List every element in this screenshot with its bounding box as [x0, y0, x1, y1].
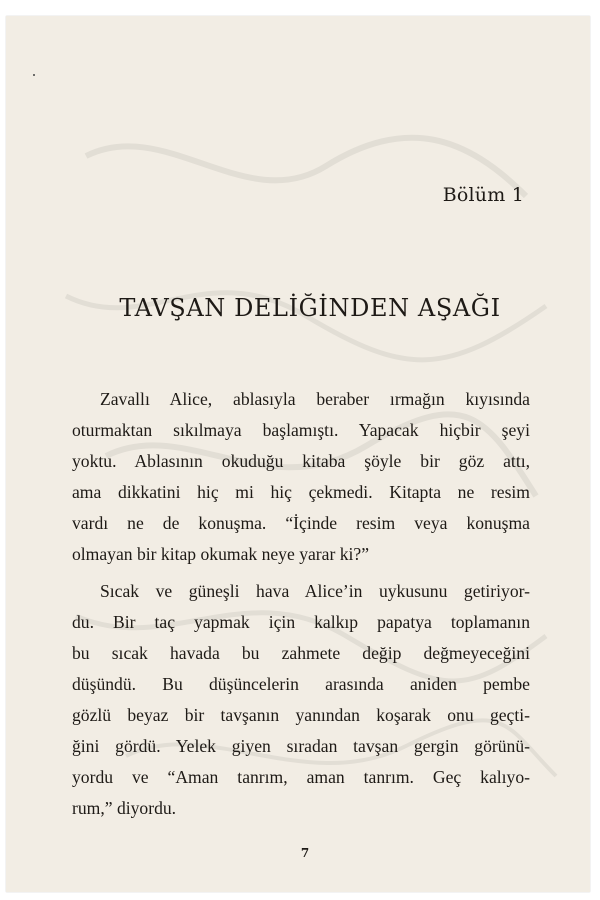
text-line: oturmaktan sıkılmaya başlamıştı. Yapacak hiçbir şeyi — [72, 420, 530, 440]
chapter-label: Bölüm 1 — [442, 184, 524, 206]
text-line: yoktu. Ablasının okuduğu kitaba şöyle bir göz attı, — [72, 451, 530, 471]
text-line: bu sıcak havada bu zahmete değip değmeyeceğini — [72, 643, 530, 663]
text-line: ama dikkatini hiç mi hiç çekmedi. Kitapta ne resim — [72, 482, 530, 502]
text-line: vardı ne de konuşma. “İçinde resim veya konuşma — [72, 513, 530, 533]
text-line: Zavallı Alice, ablasıyla beraber ırmağın kıyısında — [100, 389, 530, 409]
text-line: rum,” diyordu. — [72, 798, 177, 818]
text-line: ğini gördü. Yelek giyen sıradan tavşan gergin görünü- — [72, 736, 530, 756]
text-line: olmayan bir kitap okumak neye yarar ki?” — [72, 544, 370, 564]
text-line: Sıcak ve güneşli hava Alice’in uykusunu getiriyor- — [100, 581, 530, 601]
text-line: du. Bir taç yapmak için kalkıp papatya toplamanın — [72, 612, 530, 632]
chapter-title: TAVŞAN DELİĞİNDEN AŞAĞI — [119, 294, 501, 322]
paragraph-2 — [72, 576, 530, 824]
text-line: gözlü beyaz bir tavşanın yanından koşarak onu geçti- — [72, 705, 530, 725]
book-page — [6, 16, 590, 892]
body-text — [72, 384, 530, 824]
page-number: 7 — [300, 846, 310, 860]
paragraph-1 — [72, 384, 530, 570]
text-line: yordu ve “Aman tanrım, aman tanrım. Geç kalıyo- — [72, 767, 530, 787]
text-line: düşündü. Bu düşüncelerin arasında aniden pembe — [72, 674, 530, 694]
speck — [33, 74, 35, 76]
